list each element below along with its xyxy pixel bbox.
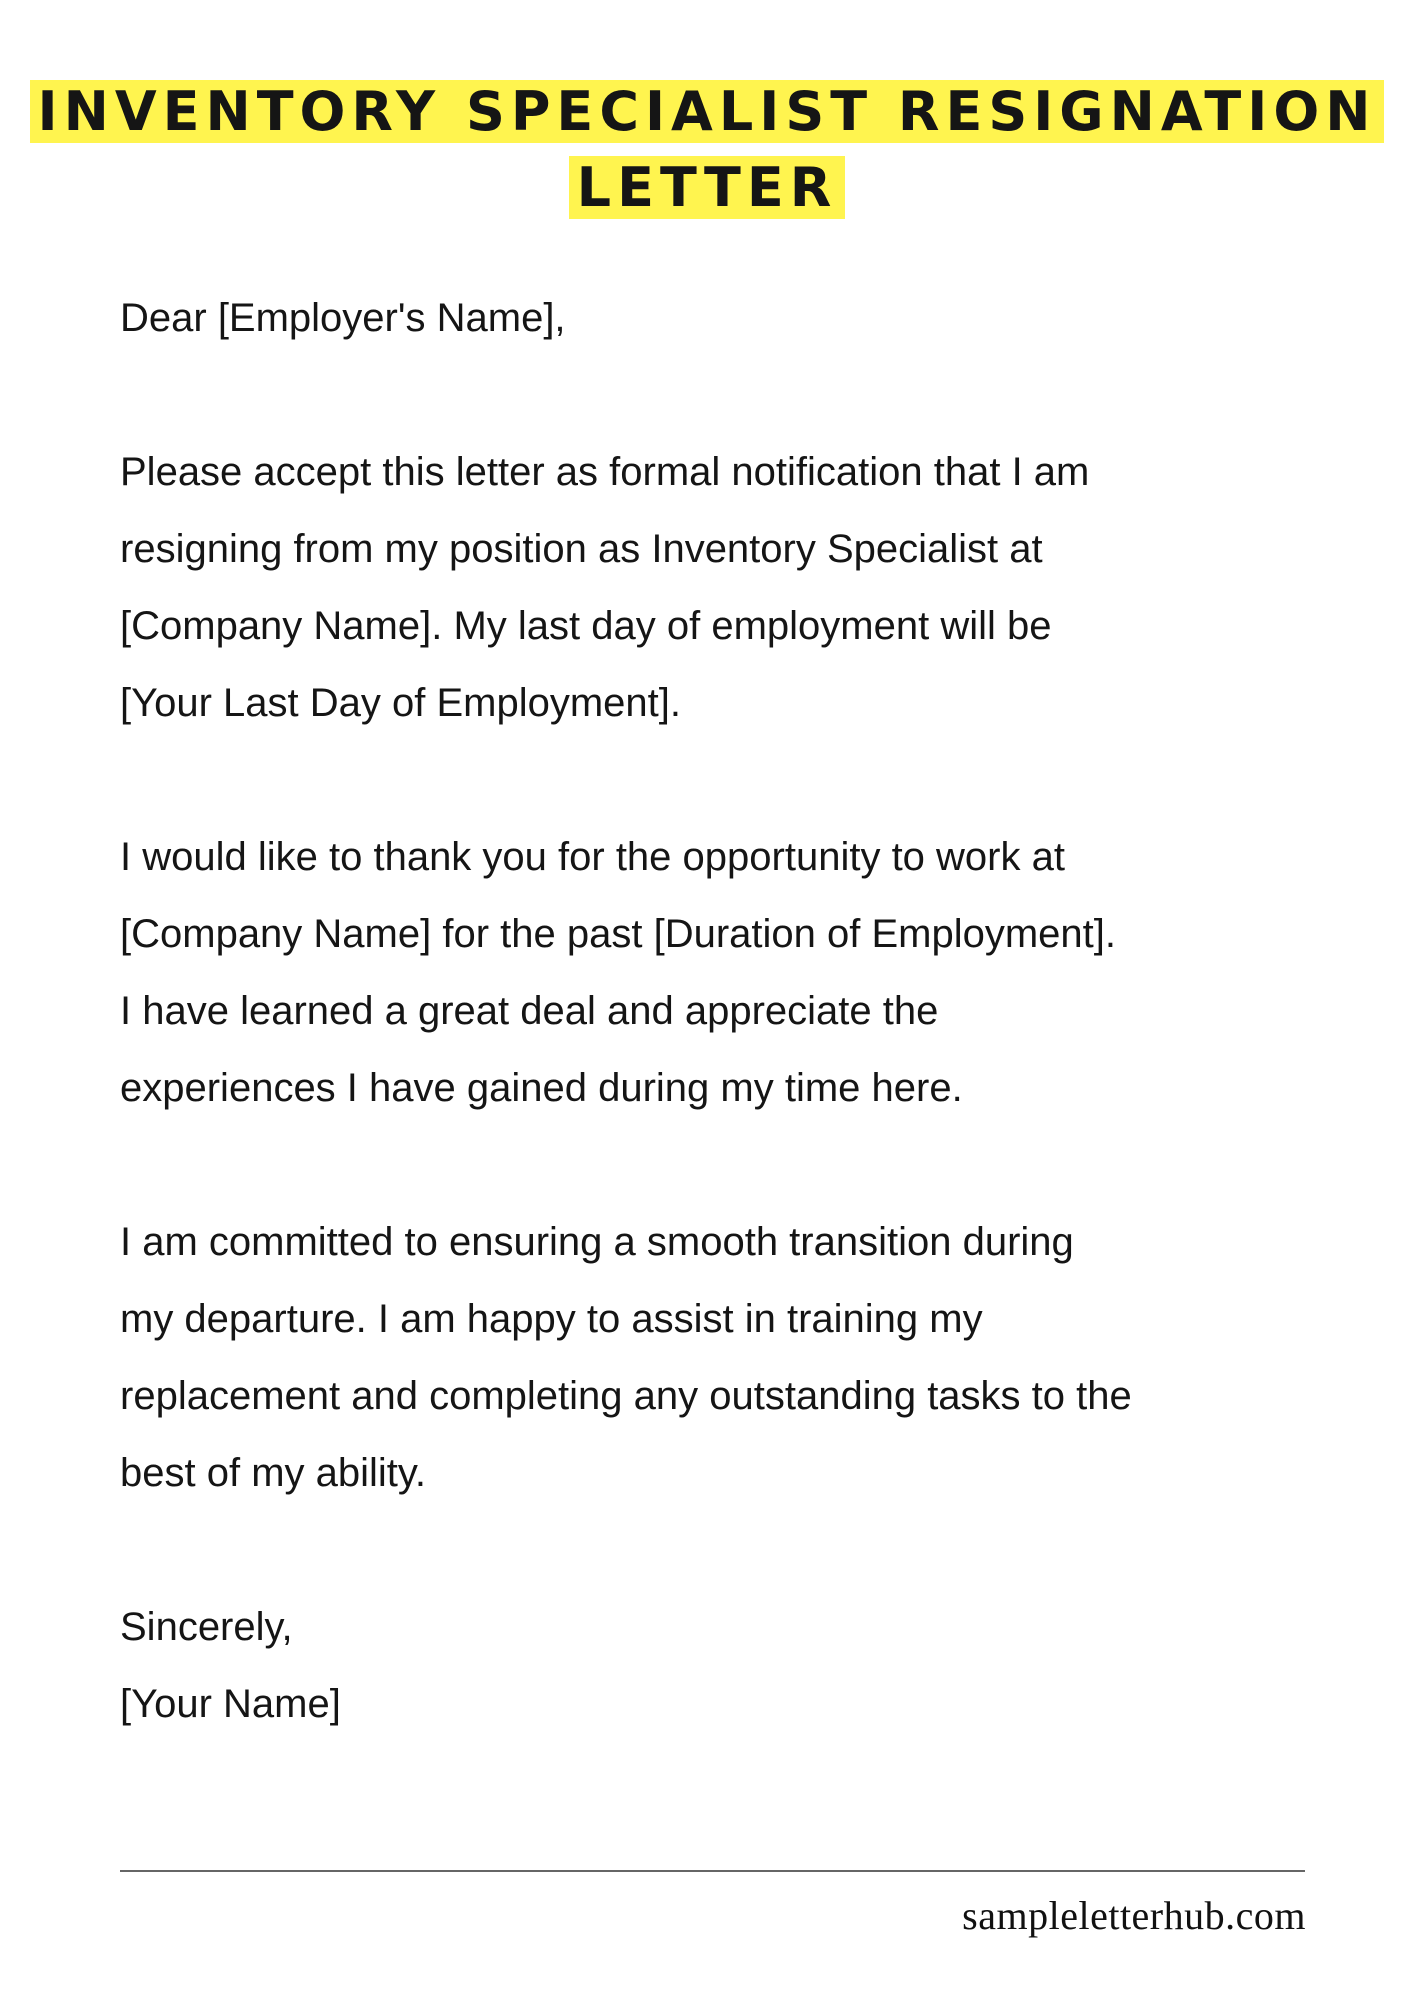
footer-divider bbox=[120, 1870, 1305, 1872]
footer-site: sampleletterhub.com bbox=[962, 1893, 1306, 1938]
letter-body bbox=[120, 280, 1370, 1743]
letter-title bbox=[0, 74, 1414, 226]
letter-paragraph-1: Please accept this letter as formal notification that I am resigning from my position as Inventory Specialist at [Company Name]. My last day of employment will be [Your Last Day of Employment]. bbox=[120, 450, 1090, 725]
letter-paragraph-2: I would like to thank you for the opportunity to work at [Company Name] for the past [Duration of Employment]. I have learned a great deal and appreciate the experiences I have gained during my time here. bbox=[120, 835, 1116, 1110]
letter-title-text: INVENTORY SPECIALIST RESIGNATION LETTER bbox=[30, 80, 1385, 219]
letter-paragraph-3: I am committed to ensuring a smooth transition during my departure. I am happy to assist in training my replacement and completing any outstanding tasks to the best of my ability. bbox=[120, 1220, 1132, 1495]
letter-greeting: Dear [Employer's Name], bbox=[120, 296, 566, 340]
letter-closing: Sincerely, [Your Name] bbox=[120, 1605, 341, 1726]
